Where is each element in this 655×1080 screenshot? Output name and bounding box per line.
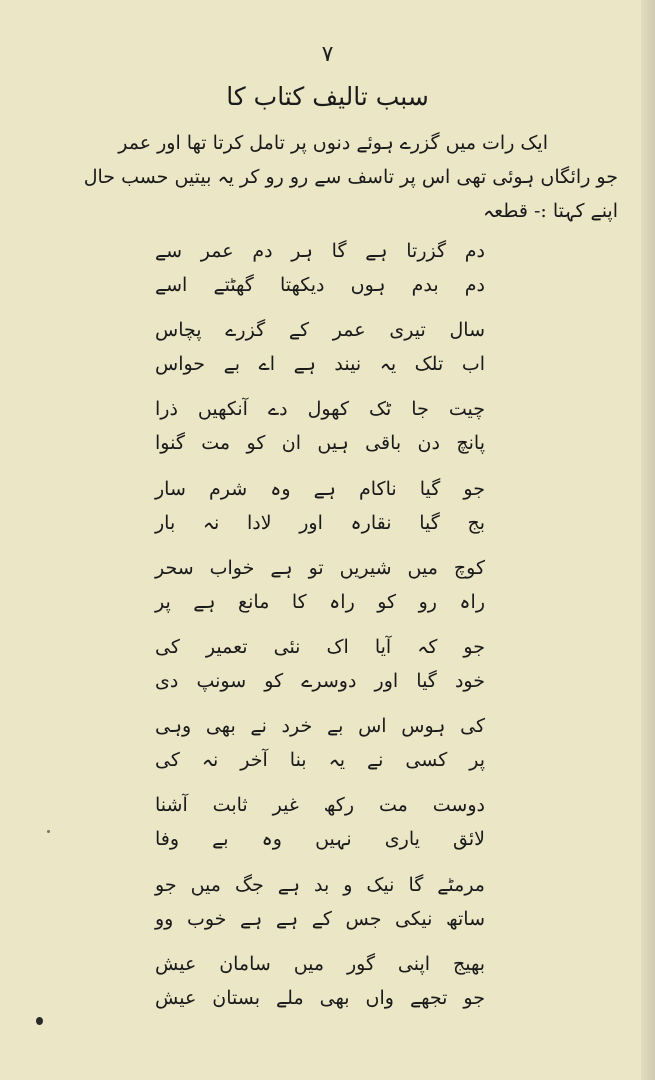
section-heading: سبب تالیف کتاب کا — [226, 82, 429, 111]
verse-line: ساتھ نیکی جس کے ہے ہے خوب وو — [155, 907, 485, 930]
verse-line: کی ہوس اس بے خرد نے بھی وہی — [155, 715, 485, 738]
couplet — [155, 551, 485, 630]
prose-paragraph — [38, 126, 618, 228]
verse-line: سال تیری عمر کے گزرے پچاس — [155, 319, 485, 342]
page-number: ۷ — [321, 42, 334, 67]
couplet — [155, 947, 485, 1026]
verse-line: دم بدم ہوں دیکھتا گھٹتے اسے — [155, 274, 485, 296]
verse-line: مرمٹے گا نیک و بد ہے جگ میں جو — [155, 873, 485, 896]
verse-line: کوچ میں شیریں تو ہے خواب سحر — [155, 556, 485, 579]
prose-line: ایک رات میں گزرے ہوئے دنوں پر تامل کرتا تھا اور عمر — [118, 132, 548, 154]
verse-line: بج گیا نقارہ اور لادا نہ بار — [155, 511, 485, 534]
couplet — [155, 630, 485, 709]
couplet — [155, 234, 485, 313]
couplet — [155, 788, 485, 867]
verse-line: جو تجھے واں بھی ملے بستان عیش — [155, 986, 485, 1009]
couplet — [155, 313, 485, 392]
verse-line: دم گزرتا ہے گا ہر دم عمر سے — [155, 240, 485, 262]
verse-line: چیت جا ٹک کھول دے آنکھیں ذرا — [155, 398, 485, 421]
prose-line: اپنے کہتا :- قطعہ — [482, 200, 618, 222]
verse-line: جو گیا ناکام ہے وہ شرم سار — [155, 477, 485, 500]
qita-verses — [155, 234, 485, 1026]
ink-speck — [36, 1017, 43, 1025]
verse-line: جو کہ آیا اک نئی تعمیر کی — [155, 635, 485, 658]
verse-line: لائق یاری نہیں وہ بے وفا — [155, 828, 485, 851]
couplet — [155, 709, 485, 788]
verse-line: دوست مت رکھ غیر ثابت آشنا — [155, 794, 485, 817]
couplet — [155, 868, 485, 947]
verse-line: بھیج اپنی گور میں سامان عیش — [155, 952, 485, 975]
verse-line: پانچ دن باقی ہیں ان کو مت گنوا — [155, 432, 485, 455]
verse-line: راہ رو کو راہ کا مانع ہے پر — [155, 590, 485, 613]
couplet — [155, 392, 485, 471]
couplet — [155, 472, 485, 551]
verse-line: پر کسی نے یہ بنا آخر نہ کی — [155, 749, 485, 772]
prose-line: جو رائگاں ہوئی تھی اس پر تاسف سے رو رو کر یہ بیتیں حسب حال — [83, 166, 618, 188]
page-edge-shadow — [641, 0, 655, 1080]
verse-line: خود گیا اور دوسرے کو سونپ دی — [155, 669, 485, 692]
verse-line: اب تلک یہ نیند ہے اے بے حواس — [155, 353, 485, 376]
ink-speck — [47, 830, 50, 833]
